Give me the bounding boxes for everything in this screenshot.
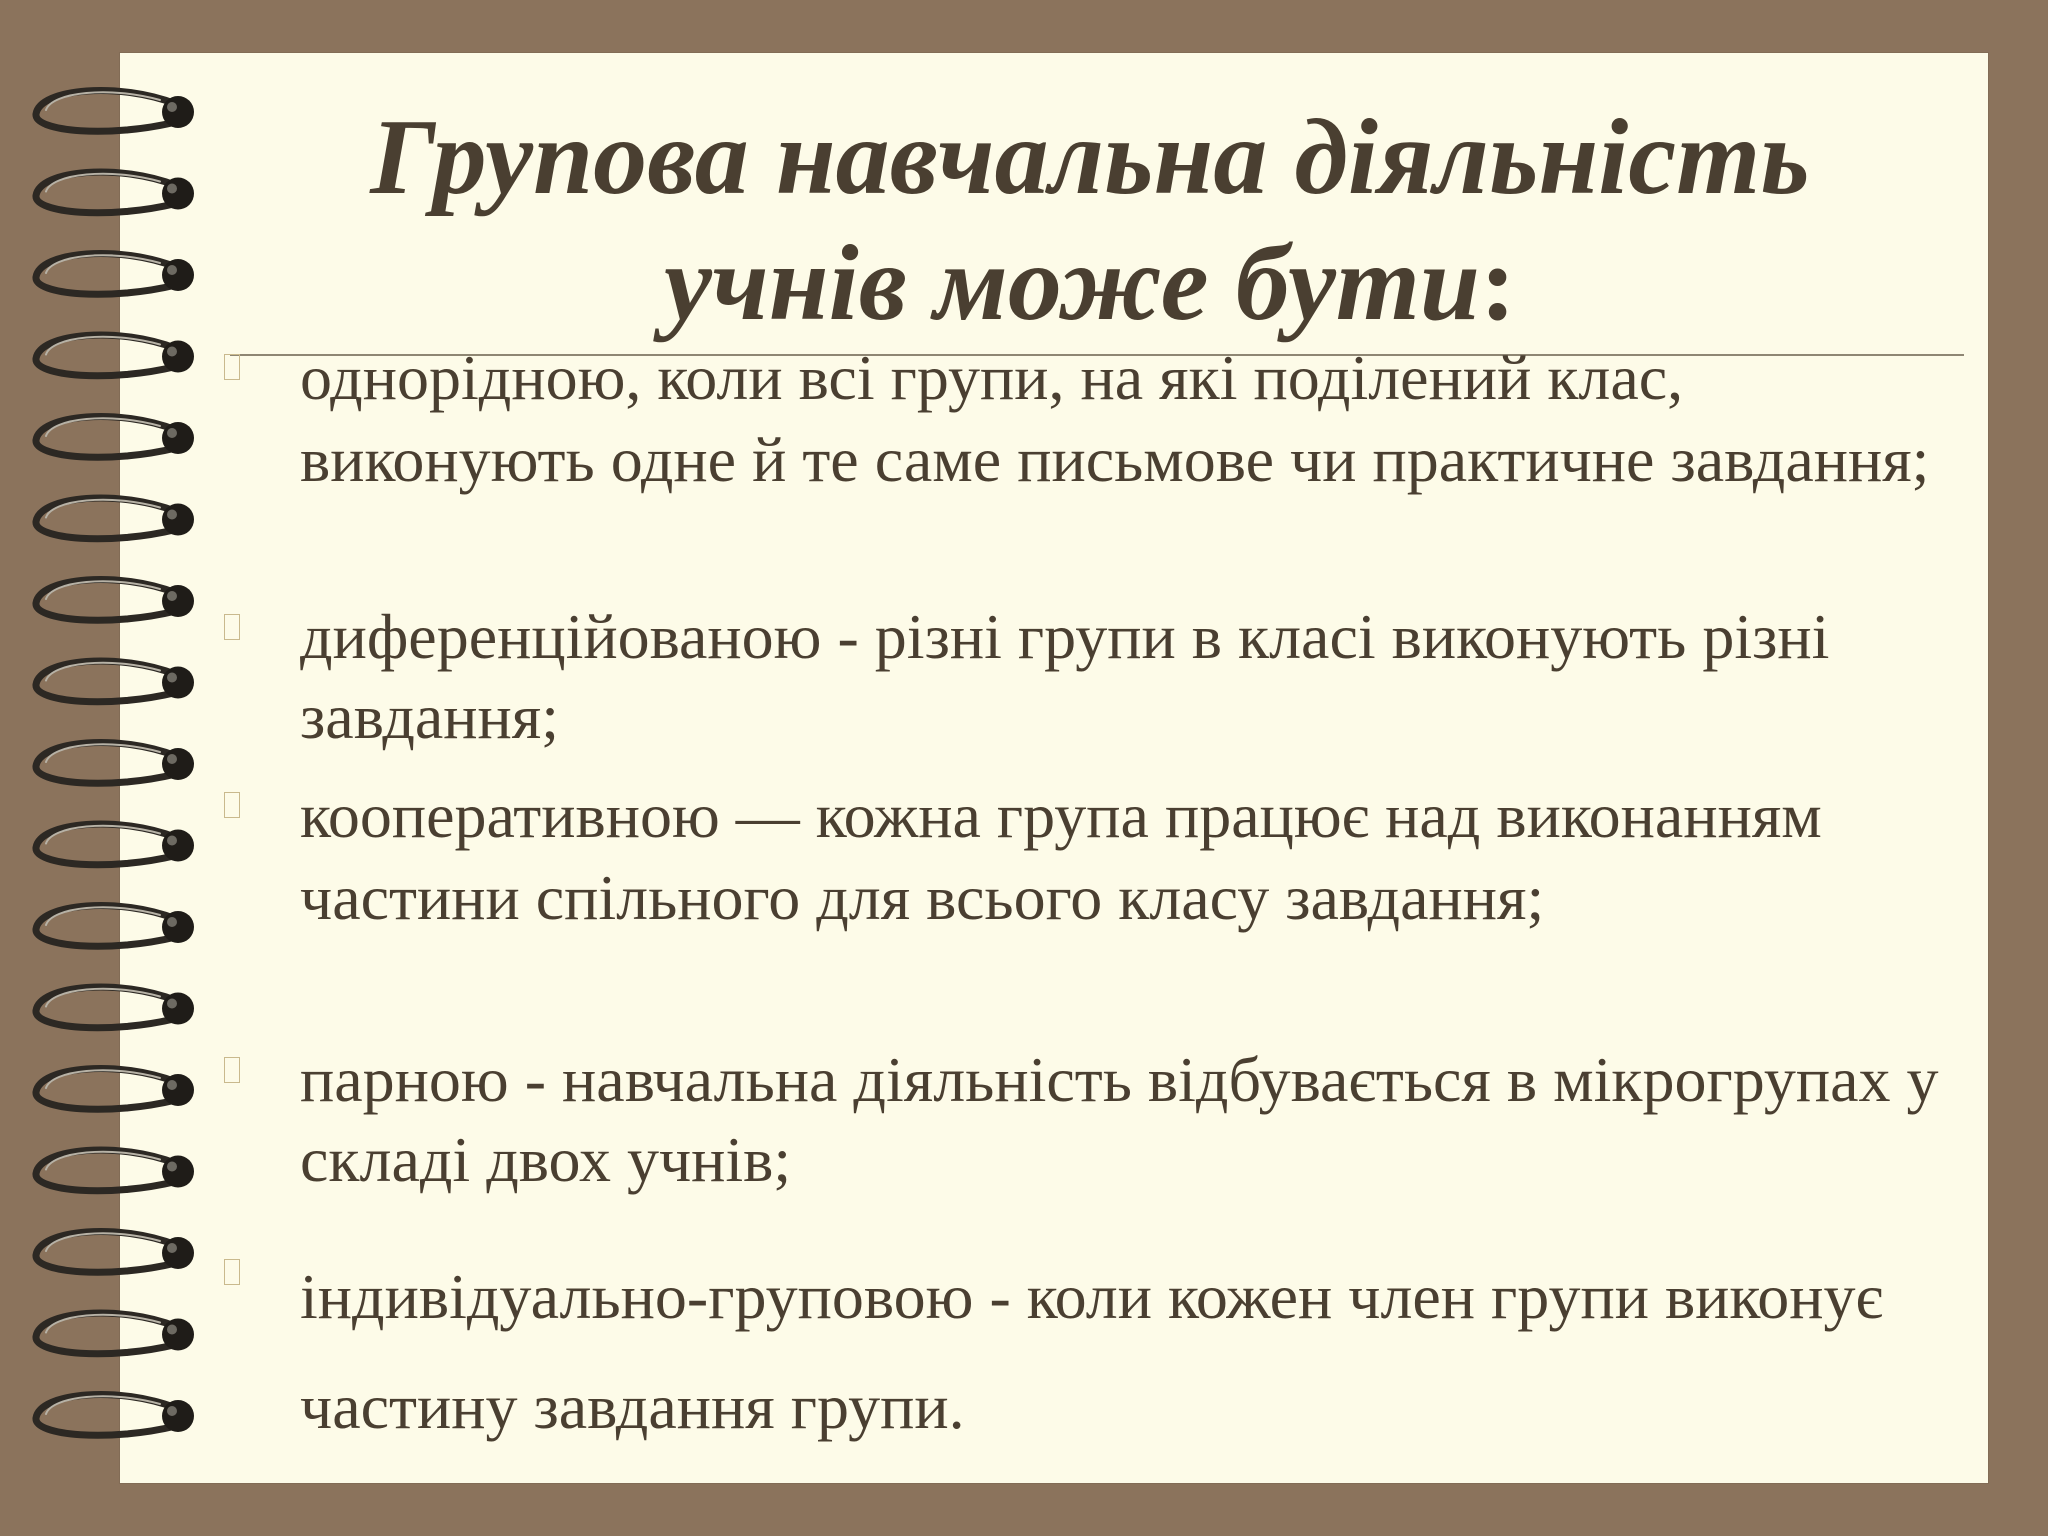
title-colon: : [1480, 224, 1516, 343]
list-item-text: диференційованою - різні групи в класі виконують різні завдання; [300, 601, 1830, 752]
list-item-text: кооперативною — кожна група працює над виконанням частини спільного для всього класу завдання; [300, 780, 1822, 933]
list-item-text: індивідуально-груповою - коли кожен член групи виконує частину завдання групи. [300, 1261, 1883, 1442]
bullet-icon [224, 1057, 240, 1083]
list-item-text: однорідною, коли всі групи, на які поділений клас, виконують одне й те саме письмове чи практичне завдання; [300, 342, 1930, 495]
bullet-icon [224, 1259, 240, 1285]
bullet-icon [224, 614, 240, 640]
title-text: Групова навчальна діяльність учнів може бути [370, 98, 1810, 343]
list-item-text: парною - навчальна діяльність відбувається в мікрогрупах у складі двох учнів; [300, 1044, 1939, 1195]
bullet-icon [224, 792, 240, 818]
bullet-icon [224, 354, 240, 380]
